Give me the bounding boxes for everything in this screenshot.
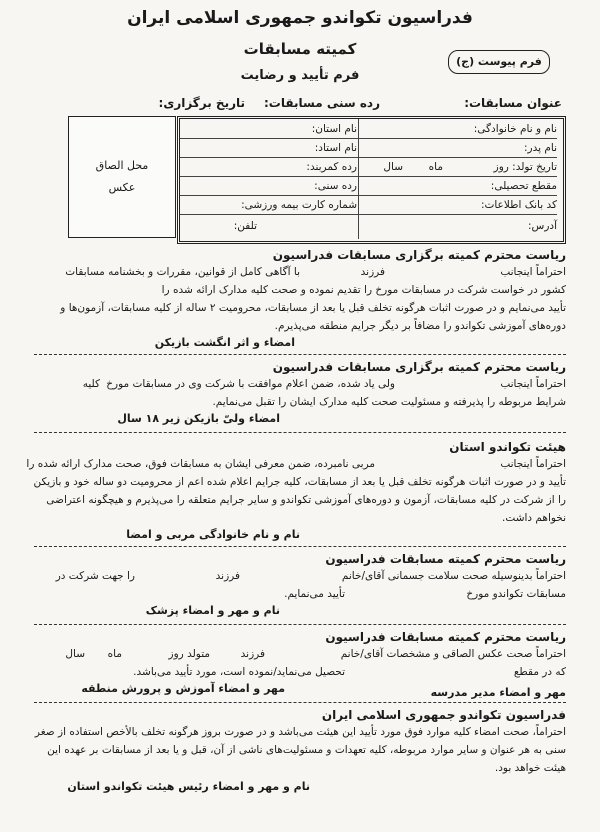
federation-title: فدراسیون تکواندو جمهوری اسلامی ایران bbox=[127, 8, 473, 28]
date-label: تاریخ برگزاری: bbox=[158, 96, 245, 110]
s3-text-1a: احتراماً اینجانب bbox=[500, 458, 566, 470]
form-title: فرم تأیید و رضایت bbox=[240, 68, 360, 83]
s3-text-4: نخواهم داشت. bbox=[502, 512, 566, 524]
bank-code-field: کد بانک اطلاعات: bbox=[480, 199, 557, 211]
education-field: مقطع تحصیلی: bbox=[490, 180, 557, 192]
divider-2 bbox=[34, 432, 566, 433]
s5-text-3: تحصیل می‌نماید/نموده است، مورد تأیید می‌باشد. bbox=[133, 666, 345, 678]
belt-field: رده کمربند: bbox=[306, 161, 357, 173]
province-field: نام استان: bbox=[311, 123, 357, 135]
s5-text-1e: سال bbox=[65, 648, 85, 660]
s5-text-1c: متولد روز bbox=[168, 648, 210, 660]
address-field: آدرس: bbox=[527, 220, 557, 232]
s4-text-1b: فرزند bbox=[215, 570, 240, 582]
committee-title: کمیته مسابقات bbox=[243, 40, 357, 58]
s1-text-1c: با آگاهی کامل از قوانین، مقررات و بخشنامه مسابقات bbox=[65, 266, 300, 278]
s5-text-1a: احتراماً صحت عکس الصاقی و مشخصات آقای/خانم bbox=[340, 648, 566, 660]
competition-title-label: عنوان مسابقات: bbox=[464, 96, 562, 110]
s4-signature-label: نام و مهر و امضاء پزشک bbox=[145, 604, 280, 617]
birth-day-field: تاریخ تولد: روز bbox=[493, 161, 557, 173]
s2-text-1a: احتراماً اینجانب bbox=[500, 378, 566, 390]
s1-text-1a: احتراماً اینجانب bbox=[500, 266, 566, 278]
photo-label-photo: عکس bbox=[108, 181, 136, 194]
s2-signature-label: امضاء ولیّ بازیکن زیر ۱۸ سال bbox=[117, 412, 280, 425]
divider-4 bbox=[34, 624, 566, 625]
s5-text-1b: فرزند bbox=[240, 648, 265, 660]
s3-text-3: را از شرکت در کلیه مسابقات، آزمون و دوره‌های آموزشی تکواندو و سایر جرایم متعلقه را می‌پذیرم و هیچگونه اعتراضی bbox=[46, 494, 566, 506]
s6-text-3: هیئت خواهد بود. bbox=[494, 762, 566, 774]
s2-text-1b: ولی یاد شده، ضمن اعلام موافقت با شرکت وی در مسابقات مورخ bbox=[106, 378, 395, 390]
s1-text-4: دوره‌های آموزشی تکواندو را مضافاً بر دیگر جرایم منطقه می‌پذیرم. bbox=[274, 320, 566, 332]
s1-text-3: تأیید می‌نمایم و در صورت اثبات هرگونه تخلف قبل یا بعد از مسابقات، محرومیت ۲ ساله از کلیه مسابقات، آزمون‌ها و bbox=[60, 302, 566, 314]
s1-text-1b: فرزند bbox=[360, 266, 385, 278]
s6-text-2: سنی به هر عنوان و سایر موارد مربوطه، کلیه تعهدات و مسئولیت‌های ناشی از آن، قبل و یا بعد از مسابقات بر عهده این bbox=[47, 744, 566, 756]
divider-3 bbox=[34, 546, 566, 547]
s6-signature-label: نام و مهر و امضاء رئیس هیئت تکواندو استان bbox=[67, 780, 310, 793]
s6-text-1: احتراماً، صحت امضاء کلیه موارد فوق مورد تأیید این هیئت می‌باشد و در صورت بروز هرگونه تخلف بالأخص استفاده از صغر bbox=[34, 726, 566, 738]
s1-text-2: کشور در خواست شرکت در مسابقات مورخ را تقدیم نموده و صحت کلیه مدارک ارائه شده را bbox=[161, 284, 566, 296]
s4-text-1a: احتراماً بدینوسیله صحت سلامت جسمانی آقای/خانم bbox=[341, 570, 566, 582]
s3-text-1b: مربی نامبرده، ضمن معرفی ایشان به مسابقات فوق، صحت مدارک ارائه شده را bbox=[26, 458, 375, 470]
s5-signature-principal: مهر و امضاء مدیر مدرسه bbox=[430, 686, 566, 699]
s3-title: هیئت تکواندو استان bbox=[449, 440, 566, 454]
name-family-field: نام و نام خانوادگی: bbox=[473, 123, 557, 135]
age-group-label: رده سنی مسابقات: bbox=[264, 96, 380, 110]
birth-month-field: ماه bbox=[428, 161, 443, 173]
divider-1 bbox=[34, 354, 566, 355]
s5-signature-education: مهر و امضاء آموزش و پرورش منطقه bbox=[81, 682, 285, 695]
s1-title: ریاست محترم کمیته برگزاری مسابقات فدراسیون bbox=[272, 248, 566, 262]
s4-text-2b: تأیید می‌نمایم. bbox=[284, 588, 345, 600]
s2-title: ریاست محترم کمیته برگزاری مسابقات فدراسیون bbox=[272, 360, 566, 374]
phone-field: تلفن: bbox=[233, 220, 257, 232]
divider-5 bbox=[34, 702, 566, 703]
father-name-field: نام پدر: bbox=[523, 142, 557, 154]
photo-label-attach: محل الصاق bbox=[95, 159, 149, 172]
coach-name-field: نام استاد: bbox=[314, 142, 357, 154]
applicant-info-table bbox=[177, 116, 566, 244]
s2-text-2: شرایط مربوطه را پذیرفته و مسئولیت صحت کلیه مدارک ایشان را تقبل می‌نمایم. bbox=[212, 396, 566, 408]
photo-placeholder bbox=[68, 116, 176, 238]
s4-text-1c: را جهت شرکت در bbox=[55, 570, 135, 582]
s2-text-1c: کلیه bbox=[82, 378, 100, 390]
s5-text-2: که در مقطع bbox=[513, 666, 566, 678]
s4-title: ریاست محترم کمیته مسابقات فدراسیون bbox=[325, 552, 566, 566]
s1-signature-label: امضاء و اثر انگشت بازیکن bbox=[154, 336, 295, 349]
form-badge: فرم پیوست (ج) bbox=[448, 50, 550, 74]
insurance-field: شماره کارت بیمه ورزشی: bbox=[241, 199, 357, 211]
s5-title: ریاست محترم کمیته مسابقات فدراسیون bbox=[325, 630, 566, 644]
age-category-field: رده سنی: bbox=[314, 180, 357, 192]
s4-text-2a: مسابقات تکواندو مورخ bbox=[466, 588, 566, 600]
s3-text-2: تأیید و در صورت اثبات هرگونه تخلف قبل یا بعد از مسابقات، کلیه جرایم اعلام شده اعم از محرومیت دو ساله خود و بازیکن bbox=[33, 476, 566, 488]
s6-title: فدراسیون تکواندو جمهوری اسلامی ایران bbox=[321, 708, 566, 722]
s3-signature-label: نام و نام خانوادگی مربی و امضا bbox=[126, 528, 300, 541]
s5-text-1d: ماه bbox=[107, 648, 122, 660]
birth-year-field: سال bbox=[383, 161, 403, 173]
